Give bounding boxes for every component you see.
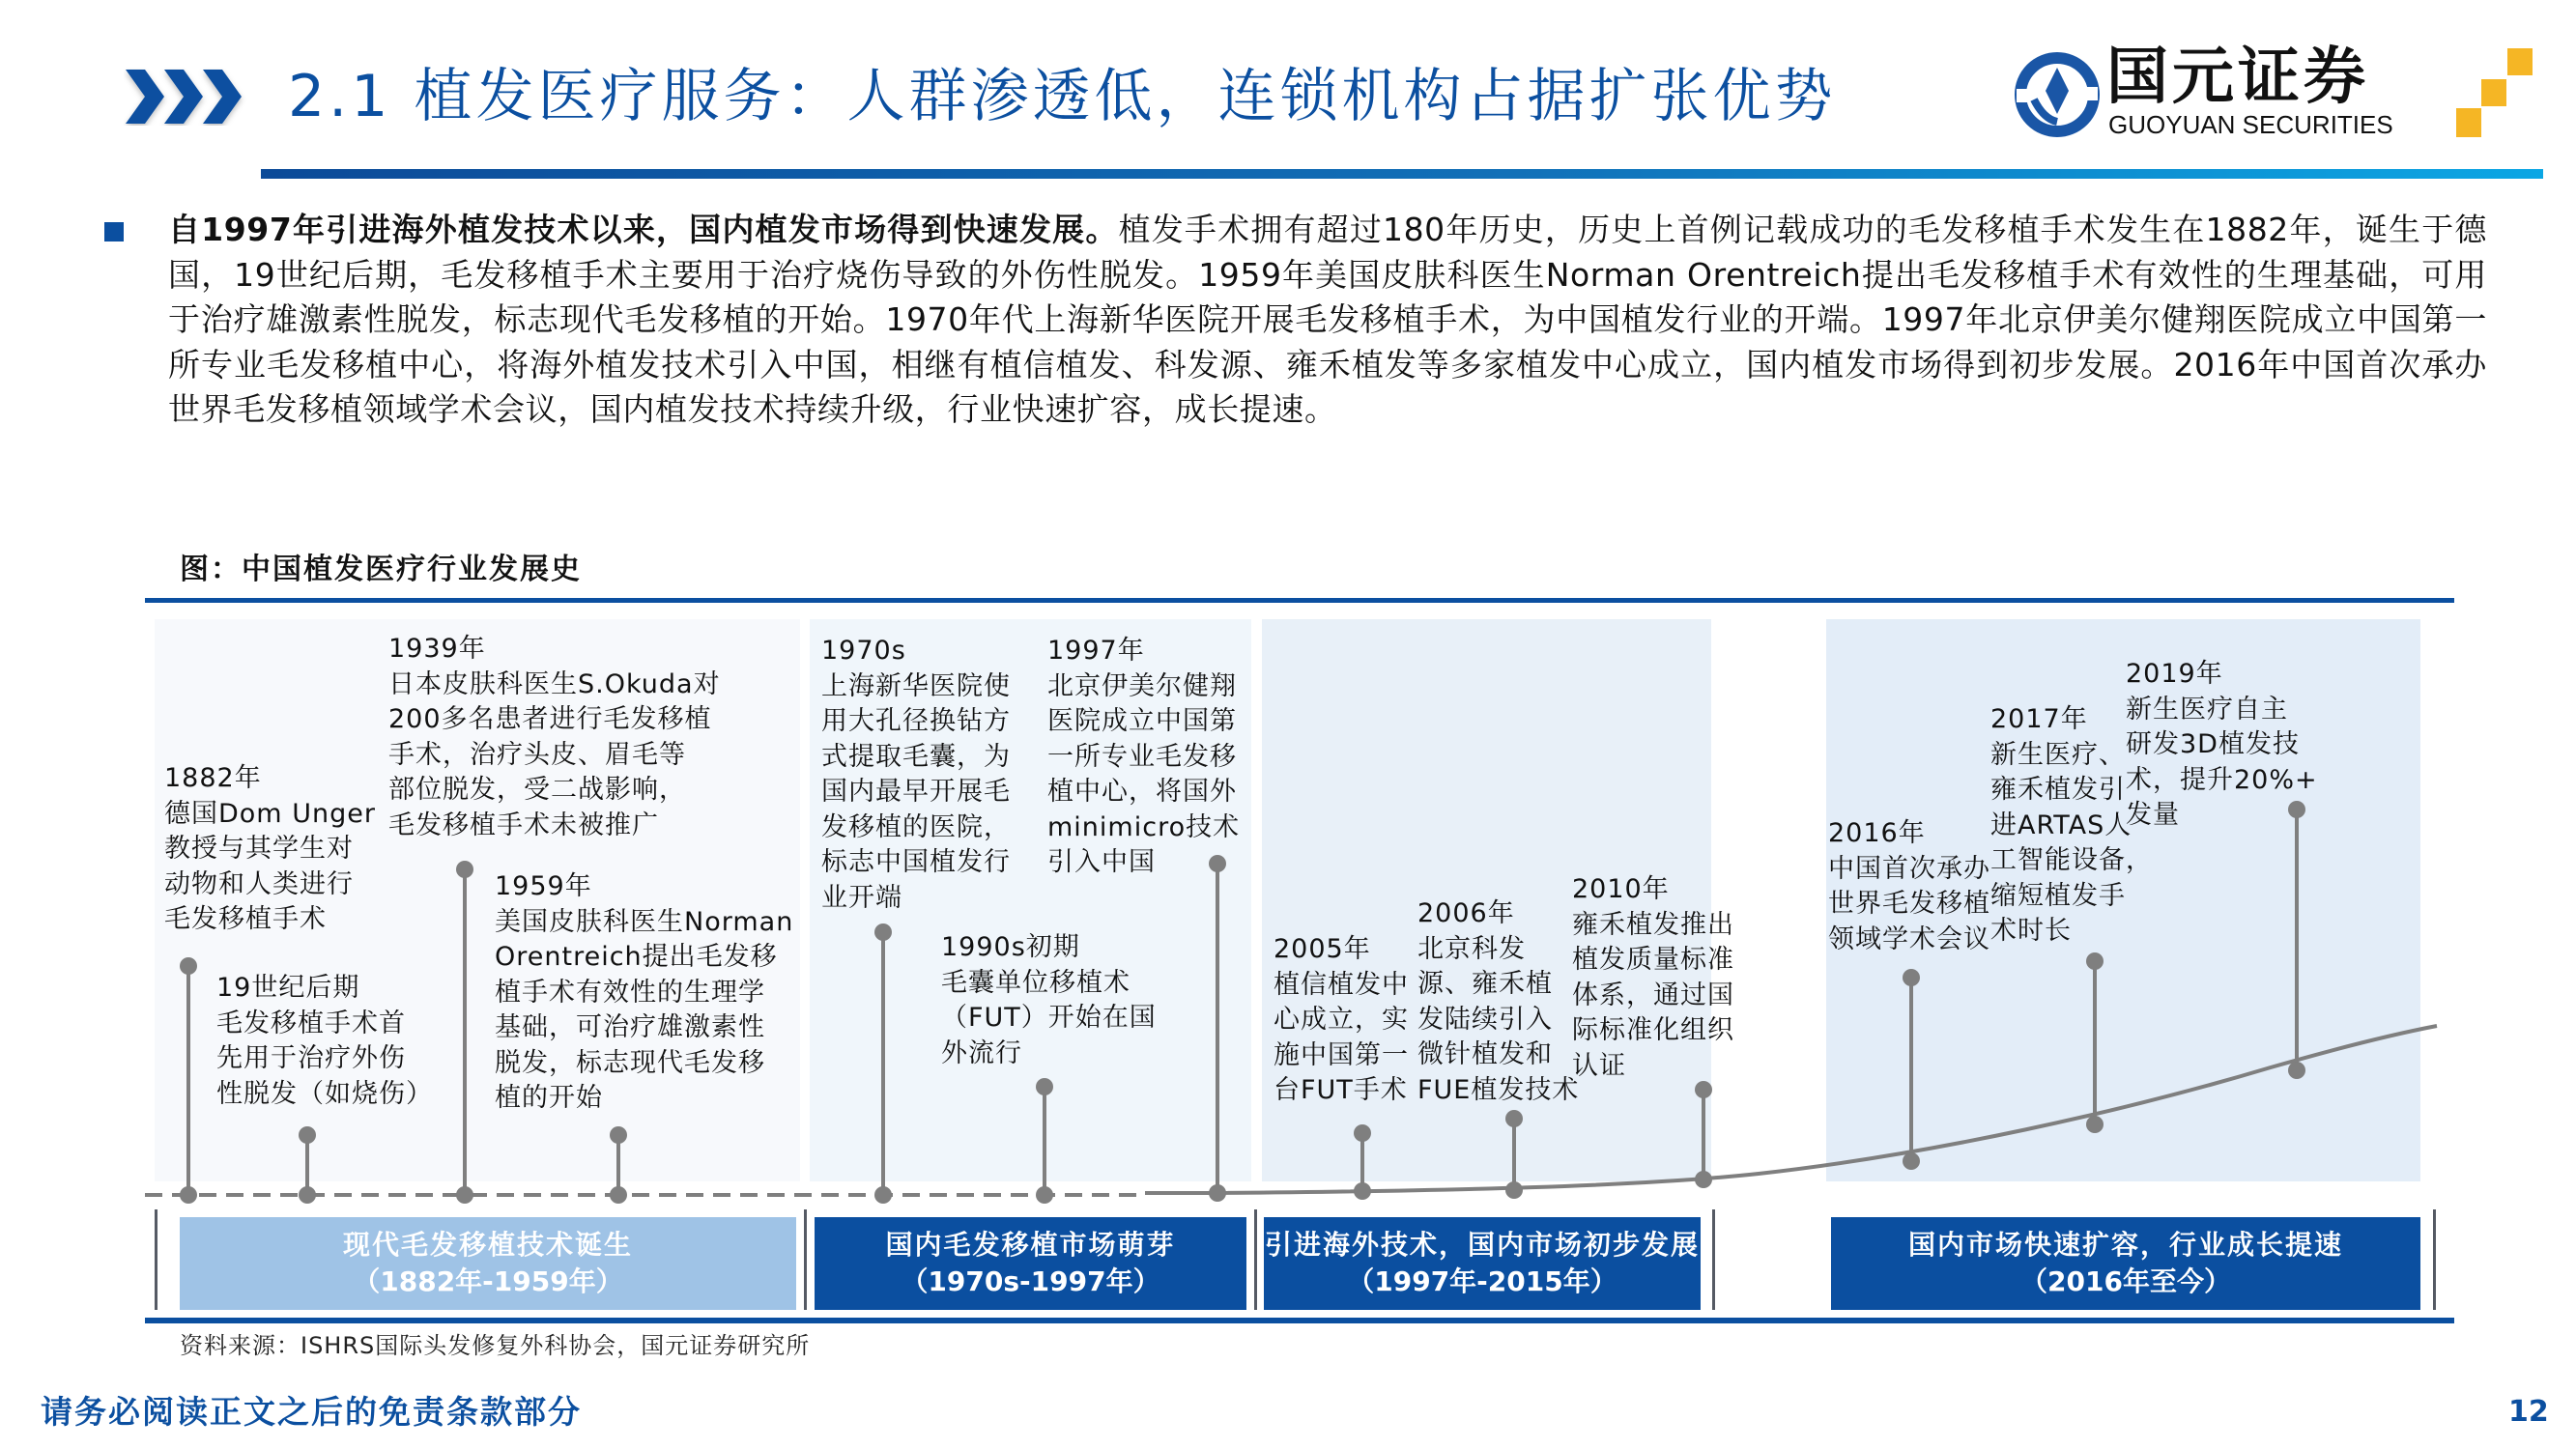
event-line: 发量: [2126, 800, 2180, 830]
event-line: 中国首次承办: [1828, 853, 1990, 884]
event-year: 1882年: [164, 763, 262, 793]
event-2005: [1274, 932, 1409, 1109]
event-line: 植的开始: [495, 1083, 603, 1113]
event-line: 术，提升20%+: [2126, 764, 2318, 795]
page-title: 2.1 植发医疗服务：人群渗透低，连锁机构占据扩张优势: [288, 63, 1837, 130]
period-divider: [2433, 1209, 2436, 1310]
event-line: 毛发移植手术未被推广: [388, 810, 659, 840]
event-line: minimicro技术: [1047, 811, 1241, 842]
event-line: 标志中国植发行: [821, 847, 1011, 877]
event-line: 植手术有效性的生理学: [495, 977, 765, 1008]
event-line: 毛发移植手术: [164, 904, 327, 934]
header-divider: [261, 169, 2543, 179]
event-line: 部位脱发，受二战影响，: [388, 775, 686, 805]
square-bullet-icon: [104, 222, 124, 242]
event-1970s: [821, 634, 1011, 916]
guoyuan-logo-icon: [2015, 46, 2100, 143]
event-year: 1990s初期: [941, 932, 1080, 962]
figure-caption: 图：中国植发医疗行业发展史: [180, 553, 582, 586]
event-line: 性脱发（如烧伤）: [216, 1078, 433, 1109]
event-line: 美国皮肤科医生Norman: [495, 906, 794, 937]
event-line: 毛发移植手术首: [216, 1008, 406, 1038]
event-line: 式提取毛囊，为: [821, 741, 1011, 772]
event-line: （FUT）开始在国: [941, 1003, 1157, 1033]
event-line: 植信植发中: [1274, 969, 1409, 1000]
event-2016: [1828, 816, 1990, 957]
event-1997: [1047, 634, 1240, 881]
event-line: 研发3D植发技: [2126, 729, 2300, 759]
event-line: 心成立，实: [1274, 1005, 1409, 1035]
logo-name-cn: 国元证券: [2106, 42, 2369, 113]
event-line: 缩短植发手: [1990, 880, 2126, 911]
period-box-1: [180, 1217, 796, 1310]
figure-bottom-rule: [145, 1318, 2454, 1323]
event-line: 台FUT手术: [1274, 1075, 1408, 1105]
event-line: 新生医疗自主: [2126, 694, 2288, 724]
event-2019: [2126, 657, 2318, 834]
event-line: 雍禾植发推出: [1572, 909, 1734, 940]
logo-name-en: GUOYUAN SECURITIES: [2108, 110, 2393, 139]
intro-lead: 自1997年引进海外植发技术以来，国内植发市场得到快速发展。: [168, 211, 1119, 248]
event-line: 体系，通过国: [1572, 980, 1734, 1010]
event-year: 1959年: [495, 871, 592, 901]
event-line: 发陆续引入: [1417, 1004, 1553, 1035]
event-line: 一所专业毛发移: [1047, 741, 1237, 772]
event-line: 基础，可治疗雄激素性: [495, 1012, 765, 1042]
event-line: 引入中国: [1047, 847, 1156, 877]
period-title: 现代毛发移植技术诞生: [342, 1229, 633, 1261]
period-box-3: [1264, 1217, 1701, 1310]
event-year: 2016年: [1828, 818, 1926, 848]
event-line: 微针植发和: [1417, 1039, 1553, 1069]
intro-paragraph: [168, 208, 2487, 433]
period-range: （1882年-1959年）: [353, 1265, 623, 1297]
event-line: 德国Dom Unger: [164, 798, 376, 829]
event-2006: [1417, 896, 1579, 1108]
event-1882: [164, 761, 376, 938]
event-line: 际标准化组织: [1572, 1015, 1734, 1045]
period-box-4: [1831, 1217, 2420, 1310]
period-box-2: [815, 1217, 1246, 1310]
event-line: 北京科发: [1417, 933, 1526, 964]
event-year: 2019年: [2126, 659, 2223, 689]
period-divider: [1254, 1209, 1257, 1310]
event-line: 教授与其学生对: [164, 834, 354, 864]
event-line: 源、雍禾植: [1417, 969, 1553, 999]
event-line: 国内最早开展毛: [821, 777, 1011, 807]
page-number: 12: [2508, 1395, 2549, 1429]
period-title: 国内毛发移植市场萌芽: [885, 1229, 1176, 1261]
event-line: 认证: [1572, 1050, 1626, 1081]
period-title: 国内市场快速扩容，行业成长提速: [1907, 1229, 2343, 1261]
period-range: （2016年至今）: [2020, 1265, 2231, 1297]
chevron-arrows-icon: [124, 68, 259, 126]
event-line: 用大孔径换钻方: [821, 706, 1011, 736]
event-line: 新生医疗、: [1990, 739, 2126, 770]
period-range: （1970s-1997年）: [901, 1265, 1160, 1297]
event-line: 植发质量标准: [1572, 945, 1734, 975]
event-line: 领域学术会议: [1828, 923, 1990, 954]
event-line: 上海新华医院使: [821, 670, 1011, 701]
event-year: 2005年: [1274, 934, 1371, 964]
event-line: 进ARTAS人: [1990, 810, 2132, 840]
intro-text: 植发手术拥有超过180年历史，历史上首例记载成功的毛发移植手术发生在1882年，诞生于德国，19世纪后期，毛发移植手术主要用于治疗烧伤导致的外伤性脱发。1959年美国皮肤科医生Norman Orentreich提出毛发移植手术有效性的生理基础，可用于治疗雄激素性脱发，标志现代毛发移植的开始。1970年代上海新华医院开展毛发移植手术，为中国植发行业的开端。1997年北京伊美尔健翔医院成立中国第一所专业毛发移植中心，将海外植发技术引入中国，相继有植信植发、科发源、雍禾植发等多家植发中心成立，国内植发市场得到初步发展。2016年中国首次承办世界毛发移植领域学术会议，国内植发技术持续升级，行业快速扩容，成长提速。: [168, 211, 2487, 429]
event-1959: [495, 869, 793, 1117]
event-line: 动物和人类进行: [164, 868, 354, 899]
event-line: 术时长: [1990, 916, 2072, 946]
event-line: 日本皮肤科医生S.Okuda对: [388, 668, 721, 699]
event-line: 雍禾植发引: [1990, 775, 2126, 805]
event-line: Orentreich提出毛发移: [495, 942, 778, 972]
event-line: 医院成立中国第: [1047, 706, 1237, 736]
event-line: 植中心，将国外: [1047, 777, 1237, 807]
period-divider: [155, 1209, 157, 1310]
event-line: 世界毛发移植: [1828, 889, 1990, 919]
event-year: 2006年: [1417, 898, 1515, 928]
figure-source: 资料来源：ISHRS国际头发修复外科协会，国元证券研究所: [180, 1332, 811, 1359]
event-year: 2010年: [1572, 874, 1670, 904]
event-line: 手术，治疗头皮、眉毛等: [388, 739, 686, 770]
event-1990s: [941, 930, 1157, 1071]
event-19th-century: [216, 971, 433, 1112]
event-line: 北京伊美尔健翔: [1047, 670, 1237, 701]
event-line: 发移植的医院，: [821, 811, 1011, 842]
event-line: 施中国第一: [1274, 1039, 1409, 1070]
period-divider: [1712, 1209, 1715, 1310]
figure-top-rule: [145, 598, 2454, 603]
period-divider: [804, 1209, 807, 1310]
event-year: 19世纪后期: [216, 973, 360, 1003]
event-year: 1997年: [1047, 636, 1145, 666]
event-line: 毛囊单位移植术: [941, 967, 1131, 998]
event-line: 先用于治疗外伤: [216, 1043, 406, 1073]
event-line: 业开端: [821, 882, 902, 913]
disclaimer-link: 请务必阅读正文之后的免责条款部分: [41, 1393, 582, 1431]
event-2010: [1572, 872, 1734, 1084]
event-line: 脱发，标志现代毛发移: [495, 1047, 765, 1078]
event-year: 2017年: [1990, 704, 2088, 734]
event-line: 200多名患者进行毛发移植: [388, 704, 712, 734]
event-line: 外流行: [941, 1037, 1022, 1068]
event-year: 1970s: [821, 636, 906, 666]
event-line: 工智能设备，: [1990, 845, 2153, 875]
event-year: 1939年: [388, 634, 486, 664]
period-title: 引进海外技术，国内市场初步发展: [1264, 1229, 1700, 1261]
period-range: （1997年-2015年）: [1347, 1265, 1617, 1297]
event-line: FUE植发技术: [1417, 1074, 1580, 1105]
event-1939: [388, 632, 721, 843]
gold-squares-icon: [2454, 46, 2536, 143]
